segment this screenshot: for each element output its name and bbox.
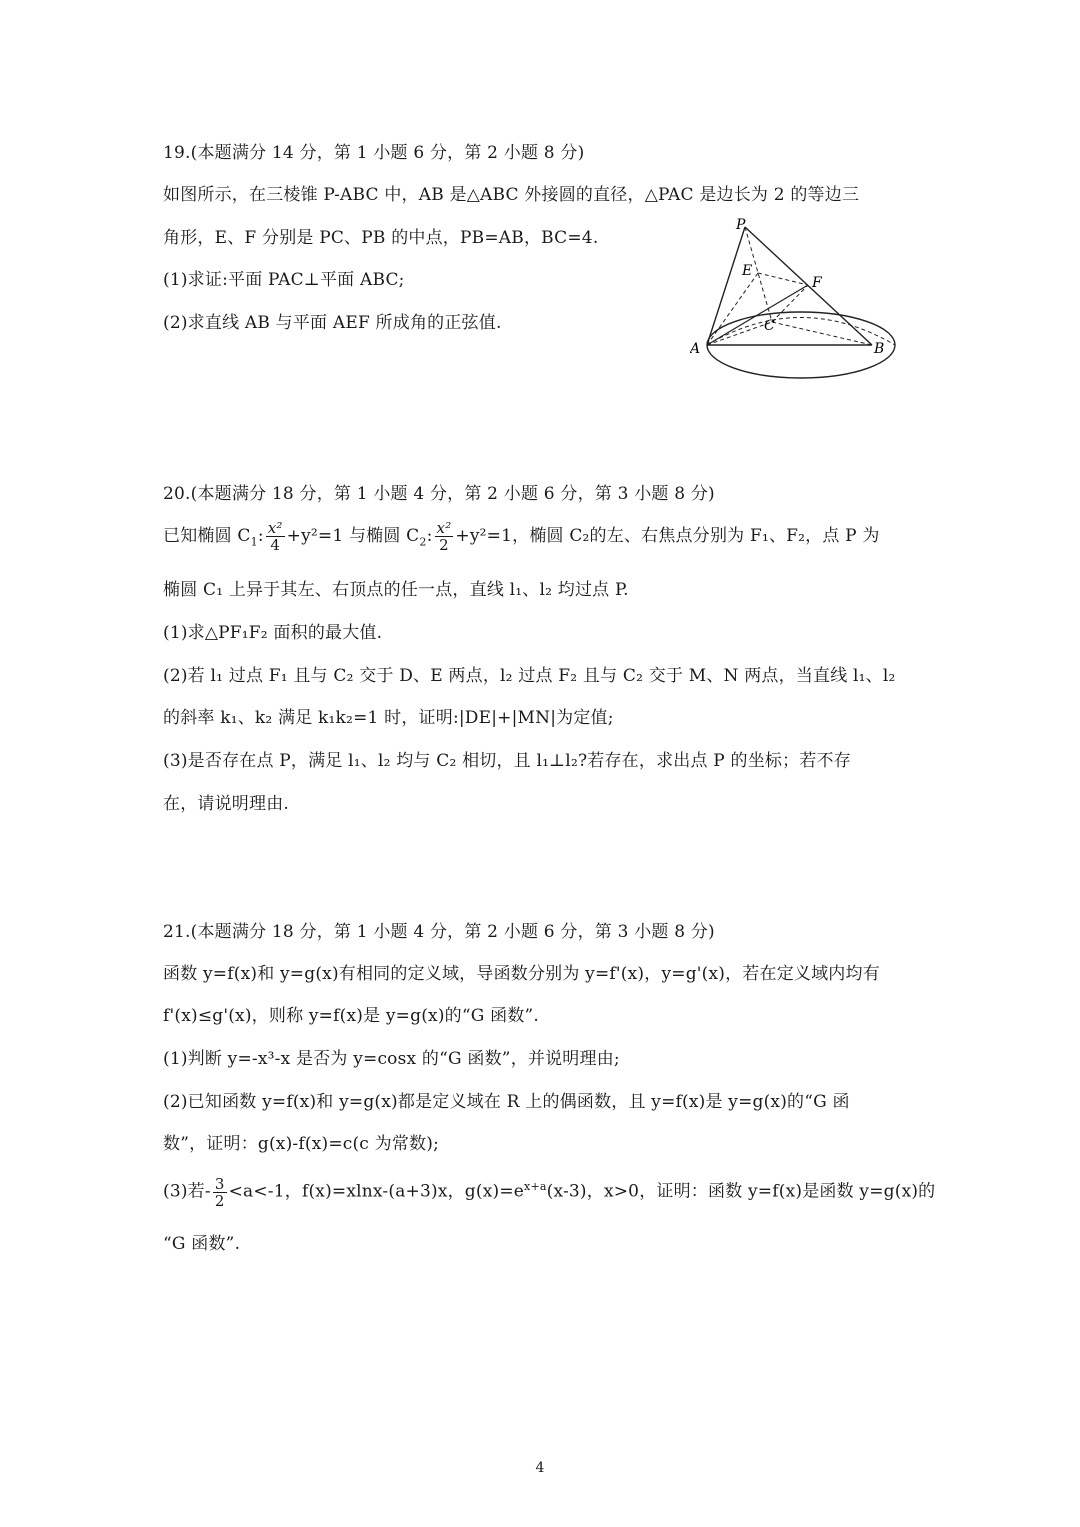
q20-part3-line2: 在，请说明理由. [163, 794, 290, 814]
label-C: C [764, 318, 775, 334]
fraction-3-over-2: $\frac{3}{2}$ [214, 1174, 225, 1210]
edge-CB [772, 322, 872, 345]
q21-text-line1: 函数 y=f(x)和 y=g(x)有相同的定义域，导函数分别为 y=f'(x)，y=g'(x)，若在定义域内均有 [163, 964, 880, 984]
label-E: E [742, 263, 753, 279]
edge-PA [707, 227, 745, 345]
label-F: F [812, 275, 822, 291]
q19-part2: (2)求直线 AB 与平面 AEF 所成角的正弦值. [163, 313, 502, 333]
q19-text-line2: 角形，E、F 分别是 PC、PB 的中点，PB=AB，BC=4. [163, 228, 599, 248]
pyramid-figure [690, 215, 900, 390]
q20-text-line1 [163, 520, 880, 554]
fraction-x2-over-2: $\frac{\text{x²}}{2}$ [436, 519, 452, 554]
q20-l1-sub1: 1 [250, 535, 258, 549]
q21-header: 21.(本题满分 18 分，第 1 小题 4 分，第 2 小题 6 分，第 3 小题 8 分) [163, 922, 715, 942]
q21-part3-end: (x-3)，x>0，证明：函数 y=f(x)是函数 y=g(x)的 [546, 1181, 936, 1202]
q20-part2-line1: (2)若 l₁ 过点 F₁ 且与 C₂ 交于 D、E 两点，l₂ 过点 F₂ 且与 C₂ 交于 M、N 两点，当直线 l₁、l₂ [163, 666, 896, 686]
q20-header: 20.(本题满分 18 分，第 1 小题 4 分，第 2 小题 6 分，第 3 小题 8 分) [163, 484, 715, 504]
q21-part3-post: <a<-1，f(x)=xlnx-(a+3)x，g(x)=e [228, 1181, 525, 1202]
q19-header: 19.(本题满分 14 分，第 1 小题 6 分，第 2 小题 8 分) [163, 143, 585, 163]
q21-text-line2: f'(x)≤g'(x)，则称 y=f(x)是 y=g(x)的“G 函数”. [163, 1006, 540, 1026]
q20-part3-line1: (3)是否存在点 P，满足 l₁、l₂ 均与 C₂ 相切，且 l₁⊥l₂?若存在，求出点 P 的坐标；若不存 [163, 751, 851, 771]
edge-AF [707, 285, 808, 345]
label-A: A [690, 341, 701, 357]
q21-part1: (1)判断 y=-x³-x 是否为 y=cosx 的“G 函数”，并说明理由; [163, 1049, 620, 1069]
label-P: P [736, 217, 746, 233]
q21-part3-sup: x+a [524, 1180, 547, 1193]
q21-part2-line2: 数”，证明：g(x)-f(x)=c(c 为常数); [163, 1134, 439, 1154]
fraction-x2-over-4: $\frac{\text{x²}}{4}$ [267, 519, 283, 554]
page-number: 4 [535, 1460, 545, 1476]
q20-l1-colon2: : [426, 526, 433, 546]
q20-l1-b: +y²=1 与椭圆 C [286, 526, 420, 546]
q20-text-line2: 椭圆 C₁ 上异于其左、右顶点的任一点，直线 l₁、l₂ 均过点 P. [163, 580, 629, 600]
q20-part2-line2: 的斜率 k₁、k₂ 满足 k₁k₂=1 时，证明:|DE|+|MN|为定值; [163, 708, 614, 728]
q20-l1-a: 已知椭圆 C [163, 526, 251, 546]
q21-part2-line1: (2)已知函数 y=f(x)和 y=g(x)都是定义域在 R 上的偶函数，且 y=f(x)是 y=g(x)的“G 函 [163, 1092, 850, 1112]
q21-part3-line2: “G 函数”. [163, 1234, 241, 1254]
q21-part3-pre: (3)若- [163, 1181, 211, 1202]
q20-part1: (1)求△PF₁F₂ 面积的最大值. [163, 623, 383, 643]
label-B: B [874, 341, 885, 357]
q20-l1-c: +y²=1，椭圆 C₂的左、右焦点分别为 F₁、F₂，点 P 为 [455, 526, 880, 546]
q20-l1-colon: : [257, 526, 264, 546]
pyramid-diagram [690, 215, 900, 390]
q20-l1-sub2: 2 [419, 535, 427, 549]
edge-AE [707, 273, 758, 345]
q21-part3-line1 [163, 1175, 935, 1209]
q19-part1: (1)求证:平面 PAC⊥平面 ABC; [163, 270, 405, 290]
q19-text-line1: 如图所示，在三棱锥 P-ABC 中，AB 是△ABC 外接圆的直径，△PAC 是边长为 2 的等边三 [163, 185, 860, 205]
